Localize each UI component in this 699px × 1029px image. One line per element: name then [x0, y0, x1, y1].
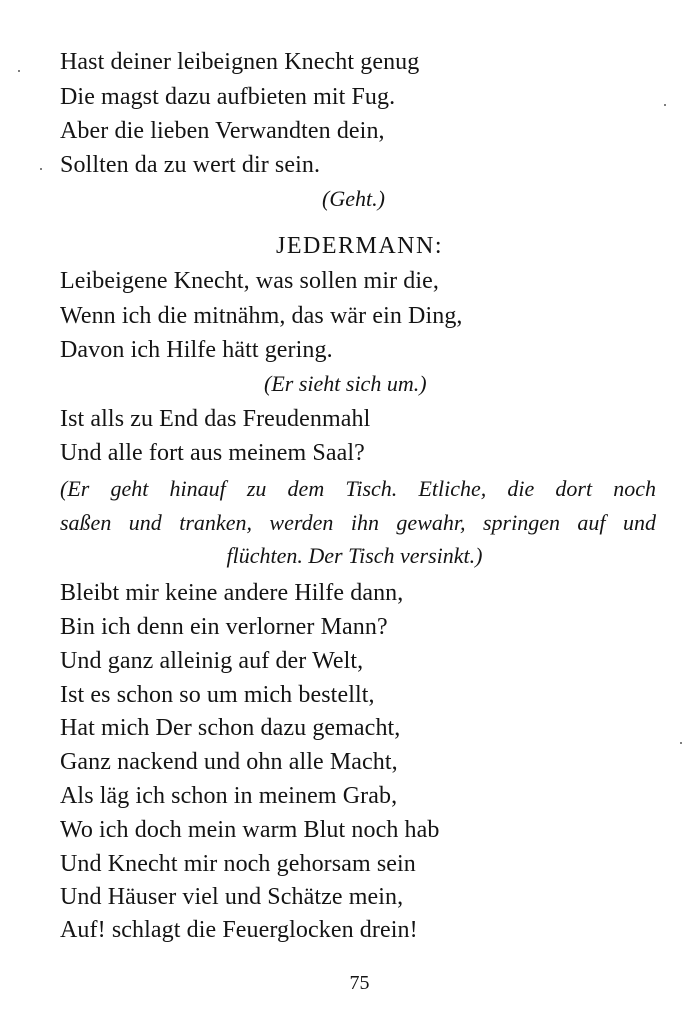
- page-number: 75: [349, 972, 370, 994]
- verse-line: Hat mich Der schon dazu gemacht,: [60, 715, 401, 741]
- verse-line: Ganz nackend und ohn alle Macht,: [60, 749, 398, 775]
- stage-direction-line: saßen und tranken, werden ihn gewahr, springen auf und: [60, 510, 656, 535]
- verse-line: Als läg ich schon in meinem Grab,: [60, 783, 398, 809]
- print-speck: [664, 104, 666, 106]
- verse-line: Hast deiner leibeignen Knecht genug: [60, 49, 420, 75]
- print-speck: [680, 742, 682, 744]
- verse-line: Bin ich denn ein verlorner Mann?: [60, 614, 388, 640]
- verse-line: Wo ich doch mein warm Blut noch hab: [60, 817, 440, 843]
- stage-direction-line: flüchten. Der Tisch versinkt.): [226, 543, 483, 568]
- verse-line: Ist alls zu End das Freudenmahl: [60, 406, 371, 432]
- verse-line: Ist es schon so um mich bestellt,: [60, 682, 375, 708]
- verse-line: Aber die lieben Verwandten dein,: [60, 118, 385, 144]
- verse-line: Sollten da zu wert dir sein.: [60, 152, 321, 178]
- stage-direction: (Geht.): [322, 186, 385, 211]
- verse-line: Bleibt mir keine andere Hilfe dann,: [60, 580, 404, 606]
- print-speck: [18, 70, 20, 72]
- verse-line: Und Knecht mir noch gehorsam sein: [60, 851, 416, 877]
- verse-line: Und Häuser viel und Schätze mein,: [60, 884, 404, 910]
- verse-line: Die magst dazu aufbieten mit Fug.: [60, 84, 396, 110]
- stage-direction-line: (Er geht hinauf zu dem Tisch. Etliche, die dort noch: [60, 476, 656, 501]
- verse-line: Und ganz alleinig auf der Welt,: [60, 648, 364, 674]
- verse-line: Und alle fort aus meinem Saal?: [60, 440, 365, 466]
- speaker-name: JEDERMANN:: [275, 233, 443, 259]
- print-speck: [40, 168, 42, 170]
- verse-line: Leibeigene Knecht, was sollen mir die,: [60, 268, 440, 294]
- verse-line: Auf! schlagt die Feuerglocken drein!: [60, 917, 418, 943]
- verse-line: Wenn ich die mitnähm, das wär ein Ding,: [60, 303, 463, 329]
- stage-direction: (Er sieht sich um.): [264, 371, 427, 396]
- verse-line: Davon ich Hilfe hätt gering.: [60, 337, 333, 363]
